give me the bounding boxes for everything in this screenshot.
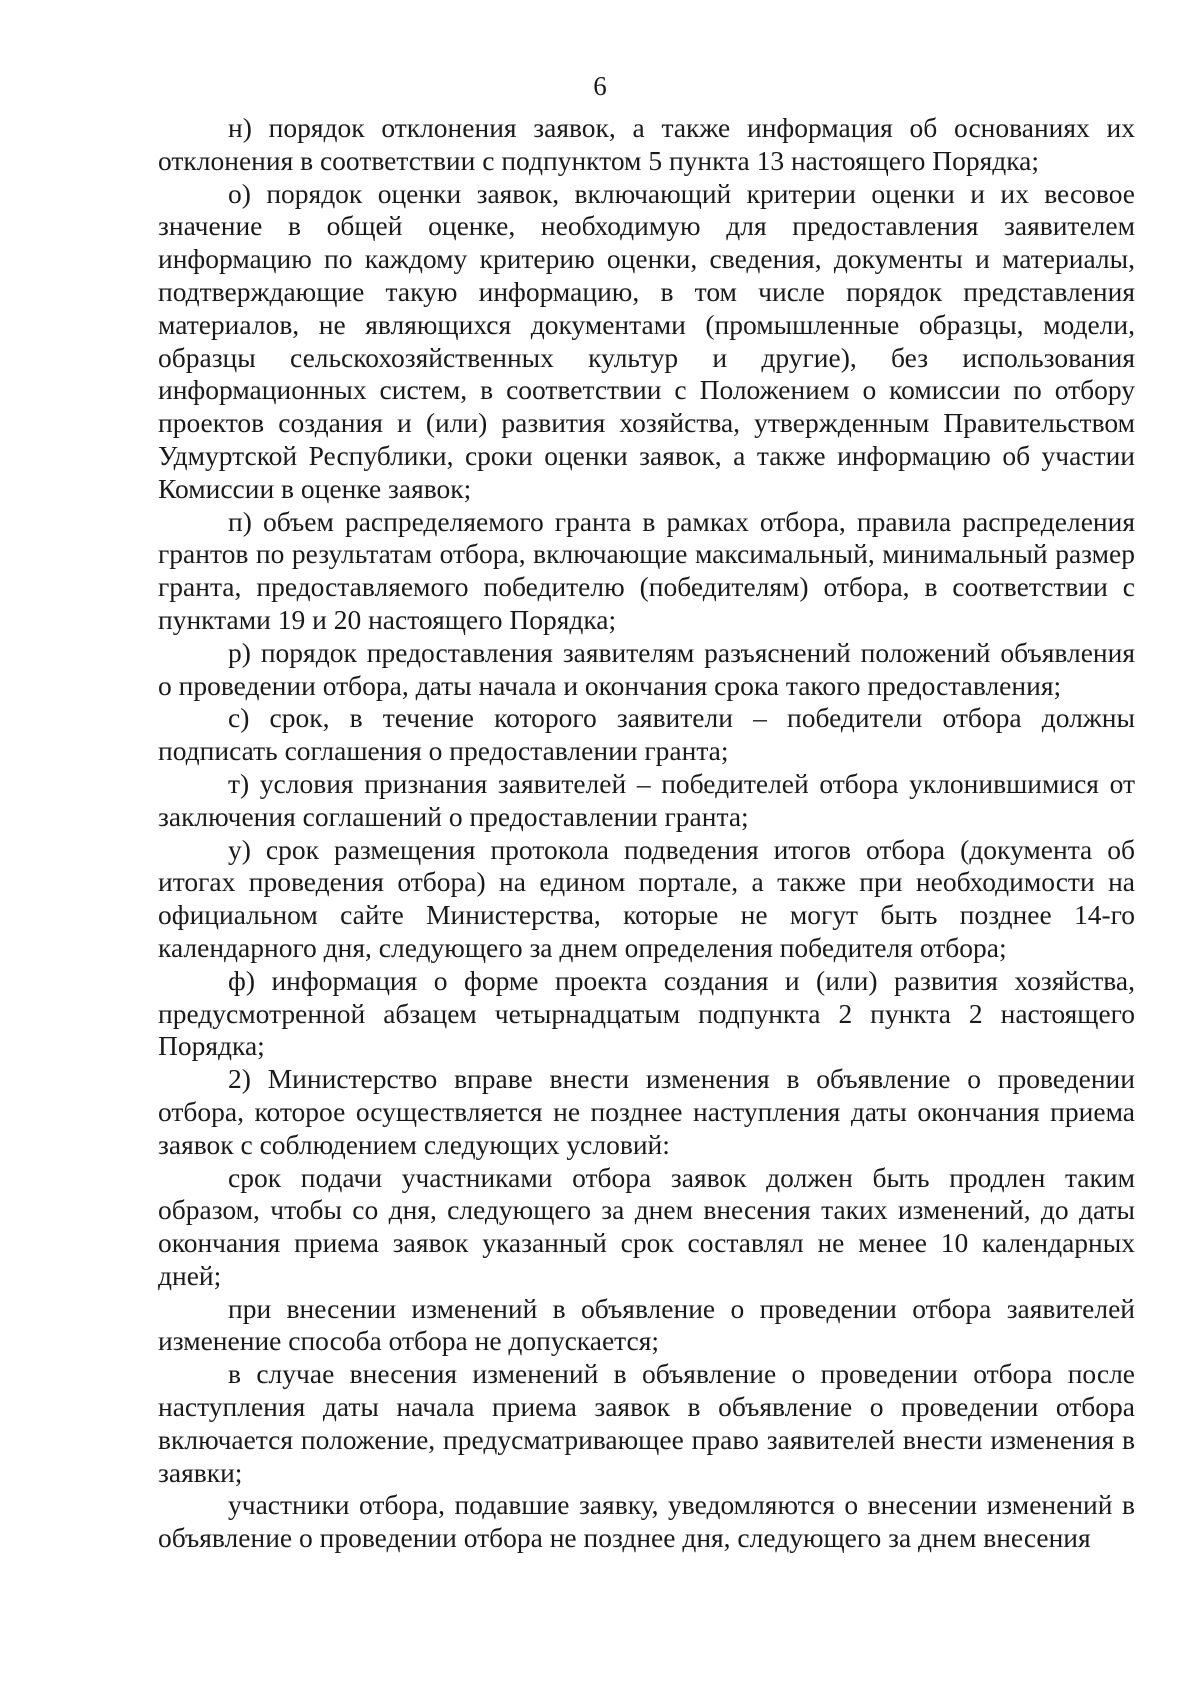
- paragraph-item-2: 2) Министерство вправе внести изменения в объявление о проведении отбора, которое осуществляется не позднее наступления даты окончания приема заявок с соблюдением следующих условий:: [158, 1063, 1135, 1160]
- paragraph-p: п) объем распределяемого гранта в рамках отбора, правила распределения грантов по результатам отбора, включающие максимальный, минимальный размер гранта, предоставляемого победителю (победителям) отбора, в соответствии с пунктами 19 и 20 настоящего Порядка;: [158, 505, 1135, 635]
- paragraph-condition-amend: в случае внесения изменений в объявление о проведении отбора после наступления даты начала приема заявок в объявление о проведении отбора включается положение, предусматривающее право заявителей внести изменения в заявки;: [158, 1358, 1135, 1488]
- paragraph-r: р) порядок предоставления заявителям разъяснений положений объявления о проведении отбора, даты начала и окончания срока такого предоставления;: [158, 636, 1135, 701]
- paragraph-f: ф) информация о форме проекта создания и (или) развития хозяйства, предусмотренной абзацем четырнадцатым подпункта 2 пункта 2 настоящего Порядка;: [158, 964, 1135, 1062]
- paragraph-condition-method: при внесении изменений в объявление о проведении отбора заявителей изменение способа отбора не допускается;: [158, 1292, 1135, 1357]
- paragraph-t: т) условия признания заявителей – победителей отбора уклонившимися от заключения соглашений о предоставлении гранта;: [158, 767, 1135, 832]
- paragraph-u: у) срок размещения протокола подведения итогов отбора (документа об итогах проведения отбора) на едином портале, а также при необходимости на официальном сайте Министерства, которые не могут быть позднее 14-го календарного дня, следующего за днем определения победителя отбора;: [158, 833, 1135, 963]
- paragraph-condition-deadline: срок подачи участниками отбора заявок должен быть продлен таким образом, чтобы со дня, следующего за днем внесения таких изменений, до даты окончания приема заявок указанный срок составлял не менее 10 календарных дней;: [158, 1161, 1135, 1291]
- paragraph-n: н) порядок отклонения заявок, а также информация об основаниях их отклонения в соответствии с подпунктом 5 пункта 13 настоящего Порядка;: [158, 112, 1135, 176]
- document-body: [158, 112, 1135, 1555]
- paragraph-s: с) срок, в течение которого заявители – победители отбора должны подписать соглашения о предоставлении гранта;: [158, 702, 1135, 767]
- page-number: 6: [593, 71, 607, 101]
- paragraph-condition-notify: участники отбора, подавшие заявку, уведомляются о внесении изменений в объявление о проведении отбора не позднее дня, следующего за днем внесения: [158, 1489, 1135, 1554]
- paragraph-o: о) порядок оценки заявок, включающий критерии оценки и их весовое значение в общей оценке, необходимую для предоставления заявителем информацию по каждому критерию оценки, сведения, документы и материалы, подтверждающие такую информацию, в том числе порядок представления материалов, не являющихся документами (промышленные образцы, модели, образцы сельскохозяйственных культур и другие), без использования информационных систем, в соответствии с Положением о комиссии по отбору проектов создания и (или) развития хозяйства, утвержденным Правительством Удмуртской Республики, сроки оценки заявок, а также информацию об участии Комиссии в оценке заявок;: [158, 177, 1135, 504]
